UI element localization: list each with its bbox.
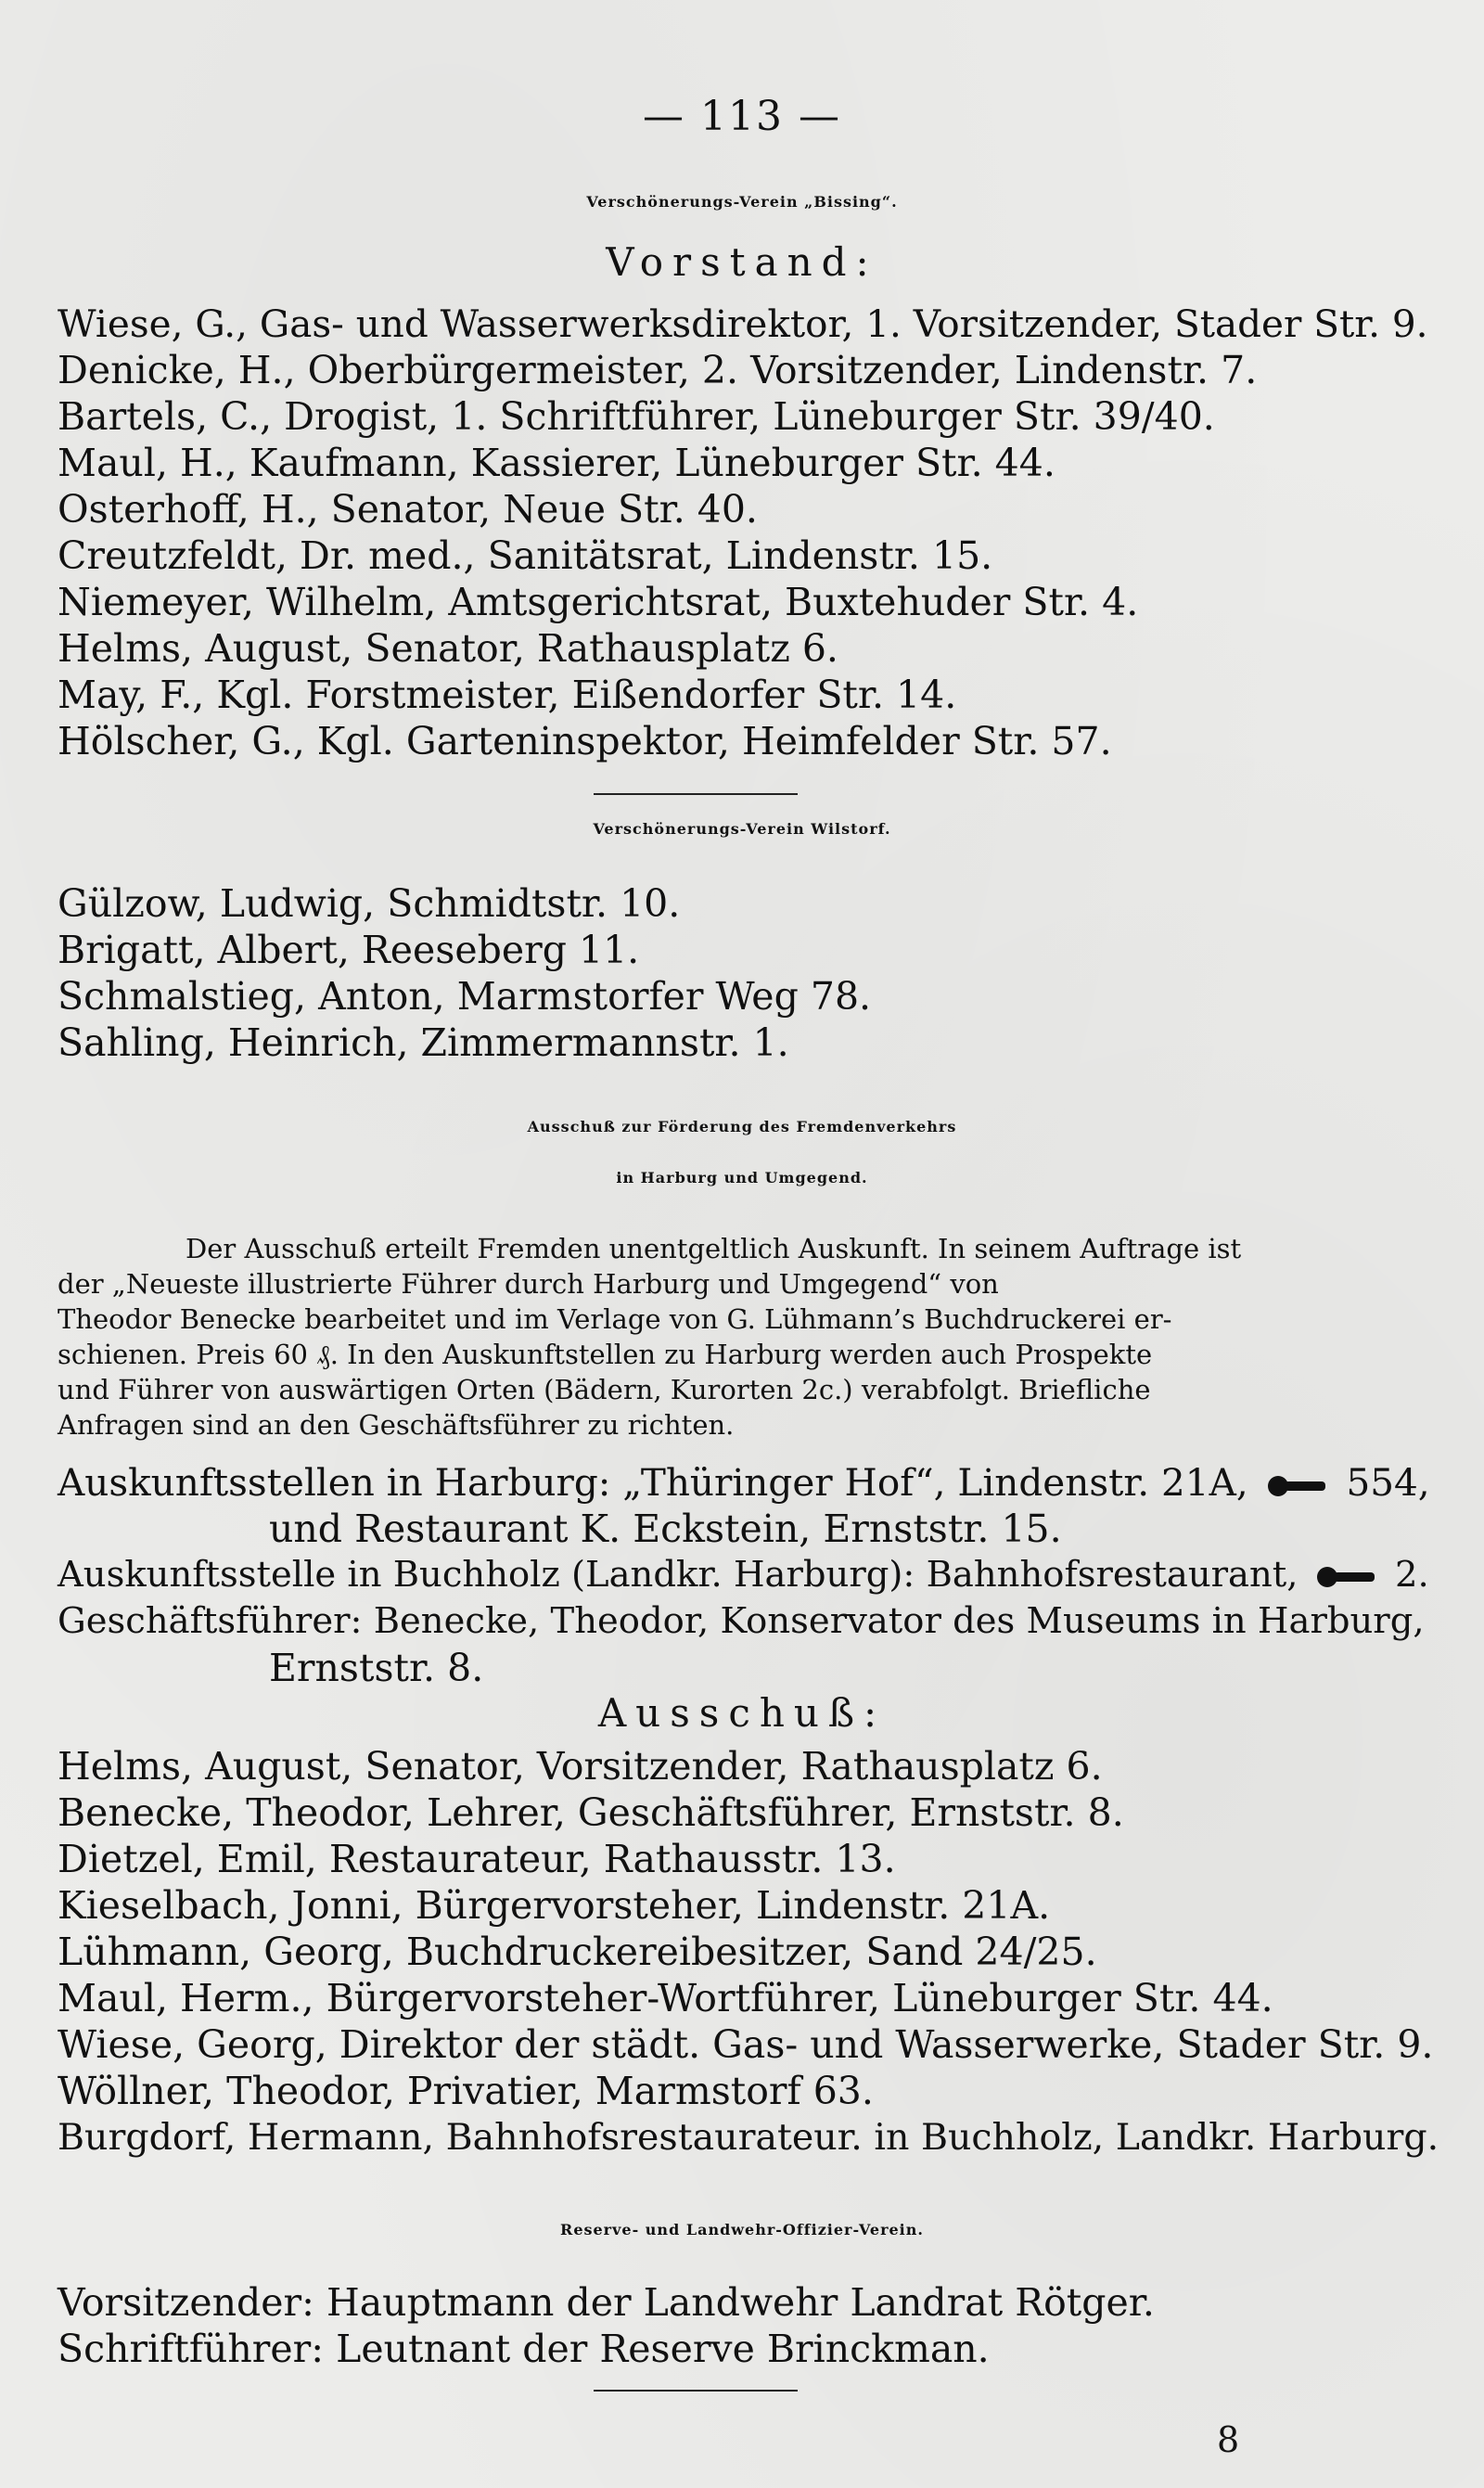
list-item: Maul, H., Kaufmann, Kassierer, Lüneburger Str. 44.	[58, 441, 1055, 485]
list-item: Denicke, H., Oberbürgermeister, 2. Vorsitzender, Lindenstr. 7.	[58, 348, 1258, 392]
list-item: Gülzow, Ludwig, Schmidtstr. 10.	[58, 881, 681, 926]
phone-number: 554,	[1346, 1460, 1430, 1505]
page-number: — 113 —	[643, 93, 841, 140]
telephone-icon	[1317, 1565, 1376, 1589]
info-line-harburg	[58, 1460, 1439, 1505]
list-item: Creutzfeldt, Dr. med., Sanitätsrat, Lindenstr. 15.	[58, 533, 993, 578]
list-item: Brigatt, Albert, Reeseberg 11.	[58, 928, 640, 972]
list-item: Schriftführer: Leutnant der Reserve Brinckman.	[58, 2327, 990, 2371]
divider	[594, 2390, 798, 2392]
divider	[594, 793, 798, 795]
list-item: Burgdorf, Hermann, Bahnhofsrestaurateur. in Buchholz, Landkr. Harburg.	[58, 2116, 1439, 2159]
info-line-geschaeftsfuehrer: Geschäftsführer: Benecke, Theodor, Konservator des Museums in Harburg,	[58, 1600, 1425, 1642]
list-item: Benecke, Theodor, Lehrer, Geschäftsführer, Ernststr. 8.	[58, 1790, 1124, 1835]
list-item: Osterhoff, H., Senator, Neue Str. 40.	[58, 487, 758, 532]
list-item: Schmalstieg, Anton, Marmstorfer Weg 78.	[58, 974, 872, 1019]
section-heading-wilstorf: Verschönerungs-Verein Wilstorf.	[593, 820, 891, 838]
notice-line: schienen. Preis 60 ₰. In den Auskunftstellen zu Harburg werden auch Prospekte	[58, 1339, 1153, 1370]
list-item: Lühmann, Georg, Buchdruckereibesitzer, Sand 24/25.	[58, 1930, 1097, 1974]
list-item: May, F., Kgl. Forstmeister, Eißendorfer Str. 14.	[58, 673, 957, 717]
notice-line: Anfragen sind an den Geschäftsführer zu richten.	[58, 1409, 735, 1441]
list-item: Wöllner, Theodor, Privatier, Marmstorf 63.	[58, 2069, 874, 2113]
list-item: Maul, Herm., Bürgervorsteher-Wortführer, Lüneburger Str. 44.	[58, 1976, 1273, 2020]
section-heading-bissing: Verschönerungs-Verein „Bissing“.	[586, 193, 898, 211]
info-line-harburg-cont: und Restaurant K. Eckstein, Ernststr. 15.	[269, 1507, 1062, 1551]
notice-line: Der Ausschuß erteilt Fremden unentgeltlich Auskunft. In seinem Auftrage ist	[186, 1233, 1242, 1264]
info-text: Auskunftsstelle in Buchholz (Landkr. Harburg): Bahnhofsrestaurant,	[58, 1554, 1298, 1596]
telephone-icon	[1268, 1474, 1327, 1498]
info-line-buchholz	[58, 1553, 1439, 1597]
list-item: Wiese, Georg, Direktor der städt. Gas- und Wasserwerke, Stader Str. 9.	[58, 2022, 1434, 2067]
signature-mark: 8	[1217, 2419, 1240, 2460]
notice-line: der „Neueste illustrierte Führer durch Harburg und Umgegend“ von	[58, 1268, 999, 1300]
notice-line: Theodor Benecke bearbeitet und im Verlage von G. Lühmann’s Buchdruckerei er-	[58, 1303, 1172, 1335]
info-text: Auskunftsstellen in Harburg: „Thüringer Hof“, Lindenstr. 21A,	[58, 1460, 1248, 1505]
list-item: Kieselbach, Jonni, Bürgervorsteher, Lindenstr. 21A.	[58, 1883, 1051, 1928]
list-item: Dietzel, Emil, Restaurateur, Rathausstr. 13.	[58, 1837, 896, 1881]
list-item: Niemeyer, Wilhelm, Amtsgerichtsrat, Buxtehuder Str. 4.	[58, 580, 1139, 624]
section-heading-fremdenverkehr-line2: in Harburg und Umgegend.	[616, 1169, 868, 1186]
subheading-vorstand: Vorstand:	[606, 239, 878, 285]
list-item: Helms, August, Senator, Vorsitzender, Rathausplatz 6.	[58, 1744, 1103, 1789]
section-heading-offizier-verein: Reserve- und Landwehr-Offizier-Verein.	[560, 2221, 924, 2238]
info-line-geschaeftsfuehrer-cont: Ernststr. 8.	[269, 1646, 484, 1690]
subheading-ausschuss: Ausschuß:	[597, 1690, 887, 1736]
list-item: Bartels, C., Drogist, 1. Schriftführer, Lüneburger Str. 39/40.	[58, 394, 1215, 439]
list-item: Wiese, G., Gas- und Wasserwerksdirektor, 1. Vorsitzender, Stader Str. 9.	[58, 301, 1428, 346]
section-heading-fremdenverkehr-line1: Ausschuß zur Förderung des Fremdenverkehrs	[527, 1118, 957, 1135]
phone-number: 2.	[1394, 1554, 1429, 1596]
notice-line: und Führer von auswärtigen Orten (Bädern, Kurorten 2c.) verabfolgt. Briefliche	[58, 1374, 1151, 1405]
list-item: Helms, August, Senator, Rathausplatz 6.	[58, 626, 838, 671]
list-item: Sahling, Heinrich, Zimmermannstr. 1.	[58, 1020, 789, 1065]
list-item: Hölscher, G., Kgl. Garteninspektor, Heimfelder Str. 57.	[58, 719, 1112, 763]
list-item: Vorsitzender: Hauptmann der Landwehr Landrat Rötger.	[58, 2280, 1155, 2325]
